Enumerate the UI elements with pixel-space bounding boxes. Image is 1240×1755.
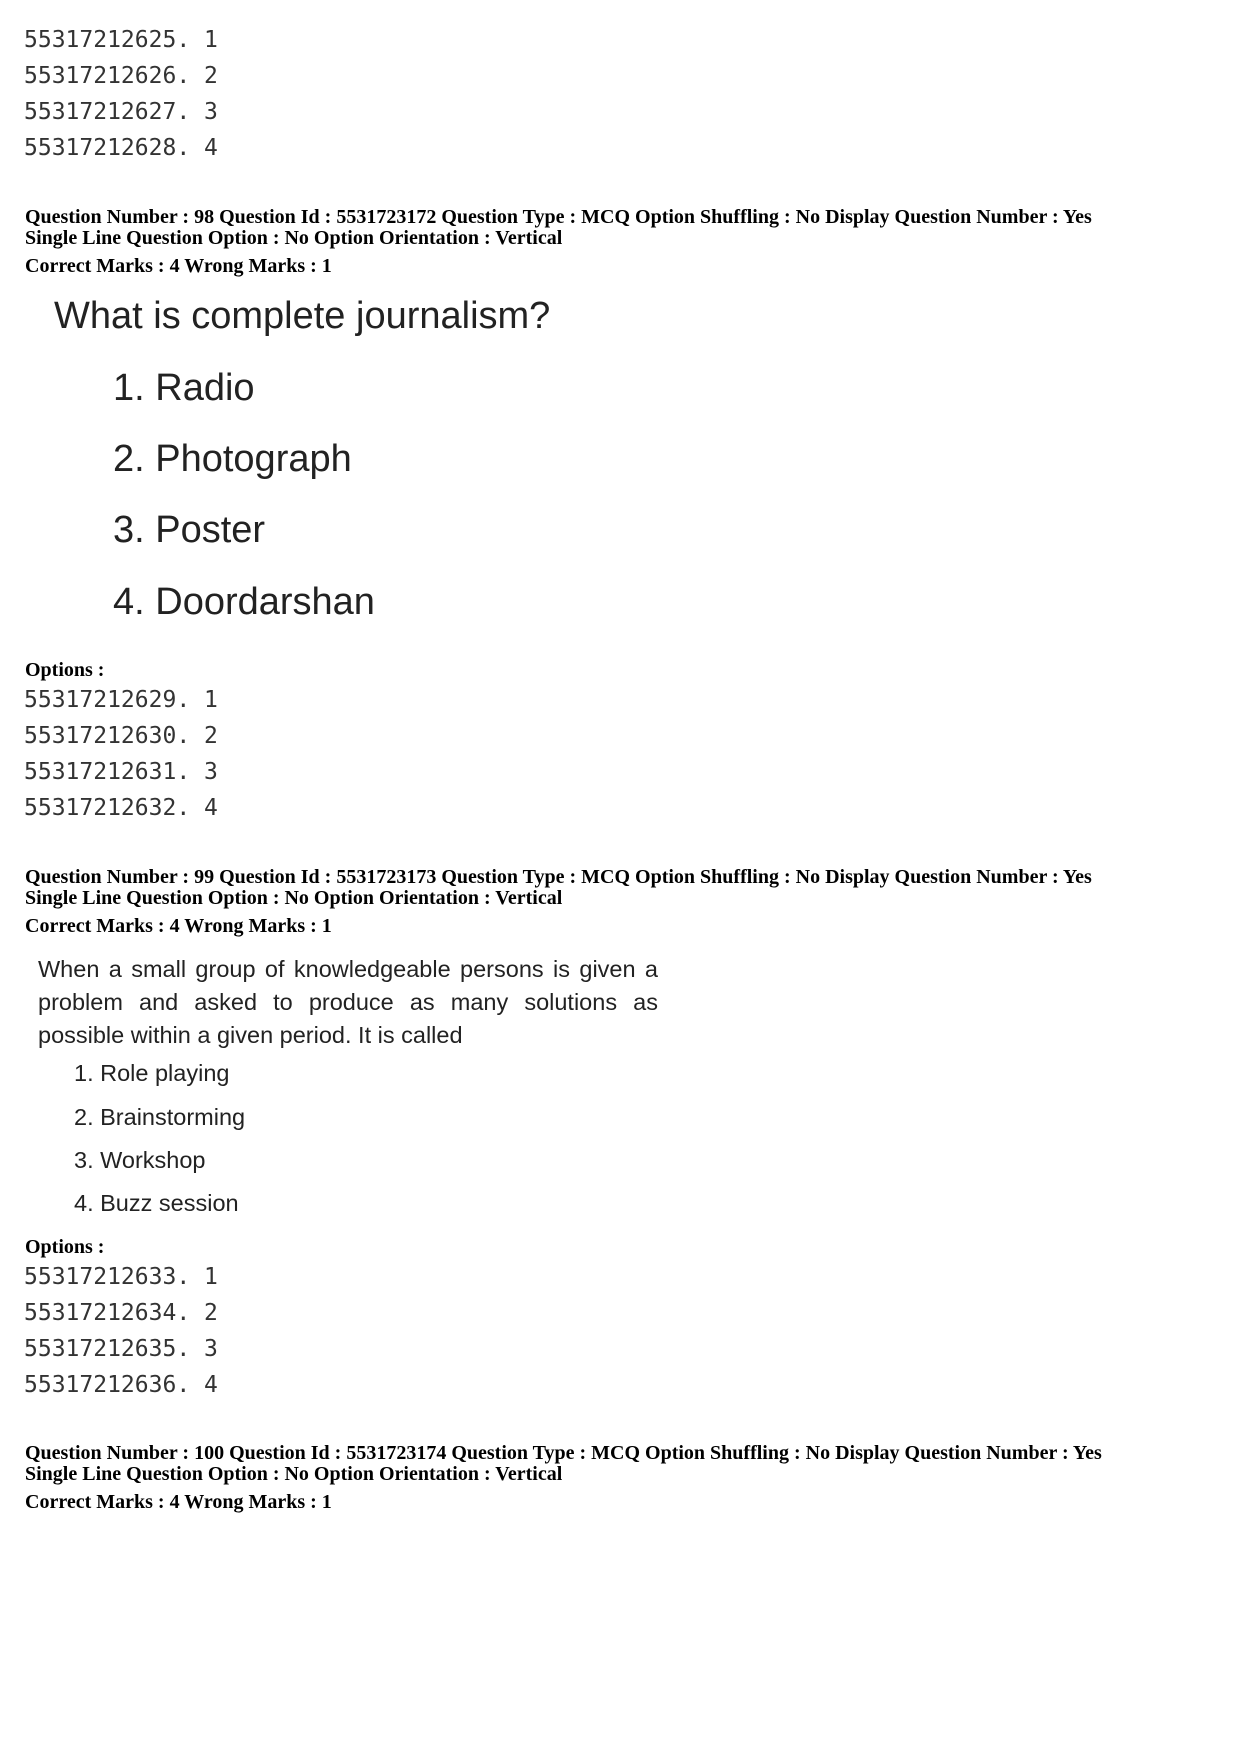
option-line: 55317212636. 4 [24,1372,218,1398]
question-98-choice: 1. Radio [113,367,255,409]
question-99-meta-line1: Question Number : 99 Question Id : 5531723173 Question Type : MCQ Option Shuffling : No Display Question Number : Yes [25,866,1092,888]
question-100-meta-line2: Single Line Question Option : No Option Orientation : Vertical [25,1463,563,1485]
option-line: 55317212632. 4 [24,795,218,821]
question-99-stem: When a small group of knowledgeable persons is given a problem and asked to produce as many solutions as possible within a given period. It is called [38,956,658,1048]
question-98-meta-line1: Question Number : 98 Question Id : 5531723172 Question Type : MCQ Option Shuffling : No Display Question Number : Yes [25,206,1092,228]
question-99-choice: 4. Buzz session [74,1190,239,1216]
option-line: 55317212625. 1 [24,27,218,53]
question-99-choice: 3. Workshop [74,1147,206,1173]
question-99-choice: 1. Role playing [74,1060,230,1086]
option-line: 55317212626. 2 [24,63,218,89]
question-98-stem: What is complete journalism? [54,295,551,337]
option-line: 55317212633. 1 [24,1264,218,1290]
option-line: 55317212629. 1 [24,687,218,713]
question-98-options-label: Options : [25,659,105,681]
option-line: 55317212627. 3 [24,99,218,125]
question-98-choice: 4. Doordarshan [113,581,375,623]
option-line: 55317212631. 3 [24,759,218,785]
question-99-choice: 2. Brainstorming [74,1104,246,1130]
option-line: 55317212634. 2 [24,1300,218,1326]
question-98-marks: Correct Marks : 4 Wrong Marks : 1 [25,255,332,277]
question-98-meta-line2: Single Line Question Option : No Option Orientation : Vertical [25,227,563,249]
question-99-marks: Correct Marks : 4 Wrong Marks : 1 [25,915,332,937]
question-98-choice: 2. Photograph [113,438,352,480]
question-100-meta-line1: Question Number : 100 Question Id : 5531723174 Question Type : MCQ Option Shuffling : No Display Question Number : Yes [25,1442,1102,1464]
question-98-choice: 3. Poster [113,509,266,551]
option-line: 55317212635. 3 [24,1336,218,1362]
option-line: 55317212630. 2 [24,723,218,749]
question-99-meta-line2: Single Line Question Option : No Option Orientation : Vertical [25,887,563,909]
option-line: 55317212628. 4 [24,135,218,161]
question-99-options-label: Options : [25,1236,105,1258]
question-100-marks: Correct Marks : 4 Wrong Marks : 1 [25,1491,332,1513]
